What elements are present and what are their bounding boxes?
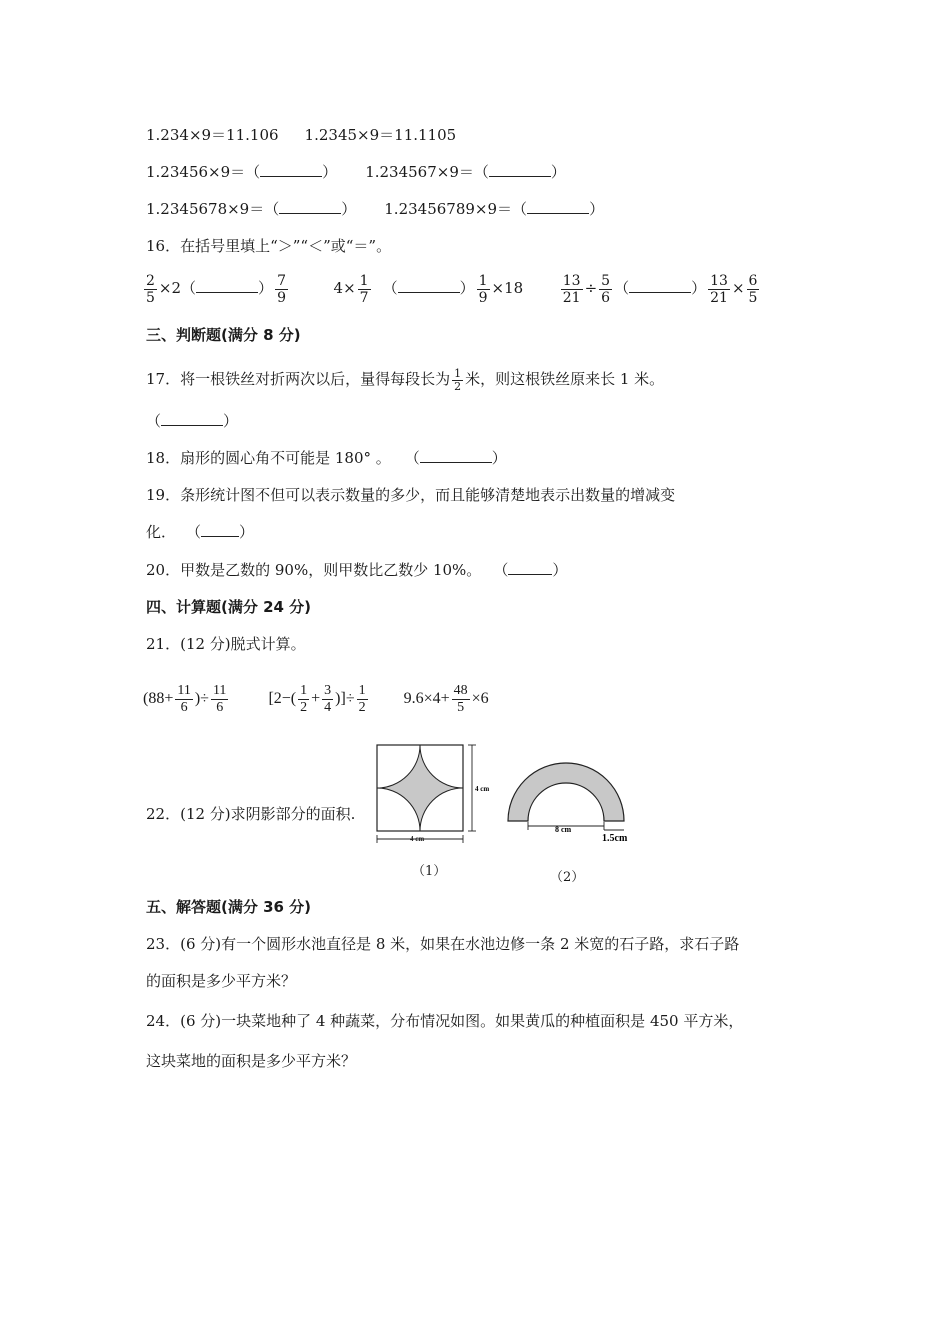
q17-answer: （ ） [146,412,239,430]
q15-row1 [146,125,456,145]
q22-figures [372,742,642,844]
q21-prompt: 21．(12 分)脱式计算。 [146,635,306,653]
fraction: $\frac{7}{9}$ [277,272,286,306]
fraction: $\frac{11}{6}$ [212,682,227,715]
fig2-caption: （2） [550,870,585,885]
q20-prompt: 20．甲数是乙数的 90%，则甲数比乙数少 10%。 （ ） [146,561,568,579]
answer-blank[interactable] [260,162,322,177]
q15-row2: 1.23456×9＝（ ） 1.234567×9＝（ ） [146,163,566,181]
q19-prompt: 19．条形统计图不但可以表示数量的多少，而且能够清楚地表示出数量的增减变 [146,486,676,504]
fig2-width-label: 1.5cm [602,833,628,844]
q24-line1: 24．(6 分)一块菜地种了 4 种蔬菜，分布情况如图。如果黄瓜的种植面积是 450 平方米， [146,1012,744,1030]
fraction: $\frac{1}{9}$ [478,272,488,306]
answer-blank[interactable] [420,448,492,463]
answer-blank[interactable] [398,278,460,293]
q15-expr-6: 1.23456789×9＝ [384,200,513,218]
section-heading: 四、计算题(满分 24 分) [146,598,312,616]
q15-expr-2: 1.2345×9＝11.1105 [304,126,457,144]
q19-answer: 化． （ ） [146,523,255,541]
answer-blank[interactable] [527,199,589,214]
fig2-inner-label: 8 cm [555,825,572,834]
figure-1-square-star [377,745,489,843]
fraction: $\frac{3}{4}$ [324,682,332,715]
answer-blank[interactable] [508,560,552,575]
fraction: $\frac{13}{21}$ [562,272,581,306]
figure-2-half-ring [508,763,628,844]
fraction: $\frac{5}{6}$ [601,272,611,306]
fraction: $\frac{1}{2}$ [454,366,462,393]
q24-line2: 这块菜地的面积是多少平方米？ [146,1052,357,1070]
q15-expr-1: 1.234×9＝11.106 [146,126,279,144]
fraction: $\frac{13}{21}$ [710,272,728,306]
q23-line2: 的面积是多少平方米？ [146,972,297,990]
q16-prompt: 16．在括号里填上“＞”“＜”或“＝”。 [146,237,392,255]
q15-expr-3: 1.23456×9＝ [146,163,246,181]
fraction: $\frac{1}{2}$ [300,682,308,715]
q21-expressions: (88+ $\frac{11}{6}$ )÷ $\frac{11}{6}$ [2−( $\frac{1}{2}$ + $\frac{3}{4}$ )]÷ $\frac{1}{2}$ 9.6×4+ $\frac{48}{5}$ ×6 [143,682,489,715]
q23-line1: 23．(6 分)有一个圆形水池直径是 8 米，如果在水池边修一条 2 米宽的石子路，求石子路 [146,935,740,953]
q15-expr-5: 1.2345678×9＝ [146,200,265,218]
fraction: $\frac{2}{5}$ [146,272,155,306]
answer-blank[interactable] [196,278,258,293]
answer-blank[interactable] [279,199,341,214]
answer-blank[interactable] [629,278,691,293]
section-heading: 五、解答题(满分 36 分) [146,898,312,916]
section-heading: 三、判断题(满分 8 分) [146,326,301,344]
fraction: $\frac{1}{7}$ [359,272,369,306]
fraction: $\frac{48}{5}$ [453,682,468,715]
fig1-caption: （1） [412,864,447,879]
q17-prompt: 17．将一根铁丝对折两次以后，量得每段长为 $\frac{1}{2}$ 米，则这根铁丝原来长 1 米。 [146,366,665,393]
fraction: $\frac{11}{6}$ [177,682,191,715]
fraction: $\frac{6}{5}$ [748,272,758,306]
answer-blank[interactable] [161,411,223,426]
q15-expr-4: 1.234567×9＝ [365,163,474,181]
answer-blank[interactable] [201,522,239,537]
answer-blank[interactable] [489,162,551,177]
q18-prompt: 18．扇形的圆心角不可能是 180° 。 （ ） [146,449,507,467]
q15-row3: 1.2345678×9＝（ ） 1.23456789×9＝（ ） [146,200,605,218]
q16-expressions: $\frac{2}{5}$ ×2（ ） $\frac{7}{9}$ 4× $\frac{1}{7}$ （ ） $\frac{1}{9}$ ×18 $\frac{13}{21}$ ÷ $\frac{5}{6}$ （ ） $\frac{13}{21}$ × $\frac{6}{5}$ [146,272,758,306]
fraction: $\frac{1}{2}$ [358,682,366,715]
fig1-bottom-label: 4 cm [410,835,425,843]
fig1-side-label: 4 cm [475,785,490,793]
q22-prompt: 22．(12 分)求阴影部分的面积. [146,805,356,823]
